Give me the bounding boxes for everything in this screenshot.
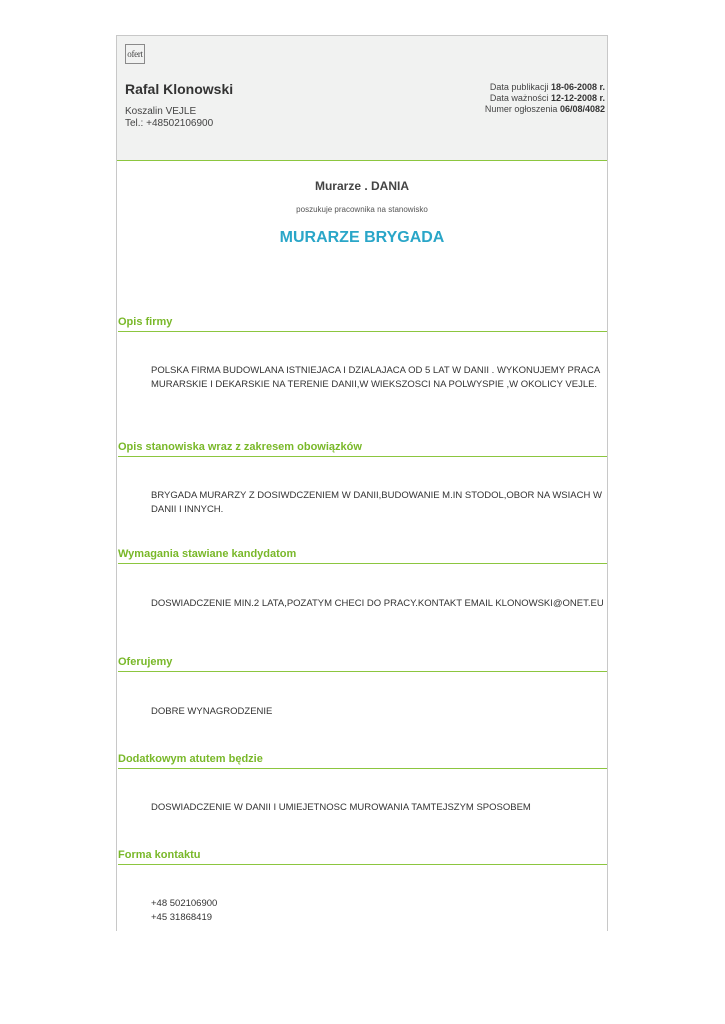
- section-title-company-description: Opis firmy: [118, 316, 607, 332]
- offer-number: [485, 104, 605, 115]
- position-title: MURARZE BRYGADA: [279, 229, 445, 246]
- publication-date: [485, 82, 605, 93]
- employer-location: Koszalin VEJLE: [125, 106, 197, 117]
- offer-meta: [485, 82, 605, 115]
- company-name: Murarze . DANIA: [314, 179, 409, 193]
- employer-name: Rafal Klonowski: [125, 81, 234, 97]
- seeking-text: poszukuje pracownika na stanowisko: [296, 205, 428, 214]
- offer-number-value: 06/08/4082: [559, 104, 605, 114]
- section-title-offer: Oferujemy: [118, 656, 607, 672]
- employer-phone: Tel.: +48502106900: [125, 118, 214, 129]
- job-offer-page: [116, 35, 608, 931]
- offer-header: [117, 36, 607, 161]
- publication-date-value: 18-06-2008 r.: [550, 82, 605, 92]
- section-body-requirements: DOSWIADCZENIE MIN.2 LATA,POZATYM CHECI DO PRACY.KONTAKT EMAIL KLONOWSKI@ONET.EU: [151, 598, 604, 609]
- section-body-bonus: DOSWIADCZENIE W DANII I UMIEJETNOSC MUROWANIA TAMTEJSZYM SPOSOBEM: [151, 802, 531, 813]
- validity-date-value: 12-12-2008 r.: [550, 93, 605, 103]
- validity-date: [485, 93, 605, 104]
- section-body-offer: DOBRE WYNAGRODZENIE: [151, 706, 273, 717]
- contact-phone-pl: +48 502106900: [151, 898, 218, 909]
- section-body-contact: [151, 897, 607, 925]
- validity-date-label: Data ważności: [489, 93, 549, 103]
- publication-date-label: Data publikacji: [489, 82, 549, 92]
- section-title-bonus: Dodatkowym atutem będzie: [118, 753, 607, 769]
- site-logo: ofert: [125, 44, 145, 64]
- offer-number-label: Numer ogłoszenia: [484, 104, 558, 114]
- section-body-duties: BRYGADA MURARZY Z DOSIWDCZENIEM W DANII,BUDOWANIE M.IN STODOL,OBOR NA WSIACH W DANII I INNYCH.: [151, 490, 602, 515]
- section-body-company-description: POLSKA FIRMA BUDOWLANA ISTNIEJACA I DZIALAJACA OD 5 LAT W DANII . WYKONUJEMY PRACA MURARSKIE I DEKARSKIE NA TERENIE DANII,W WIEKSZOSCI NA POLWYSPIE ,W OKOLICY VEJLE.: [151, 365, 600, 390]
- contact-phone-dk: +45 31868419: [151, 912, 213, 923]
- section-title-requirements: Wymagania stawiane kandydatom: [118, 548, 607, 564]
- section-title-contact: Forma kontaktu: [118, 849, 607, 865]
- section-title-duties: Opis stanowiska wraz z zakresem obowiązków: [118, 441, 607, 457]
